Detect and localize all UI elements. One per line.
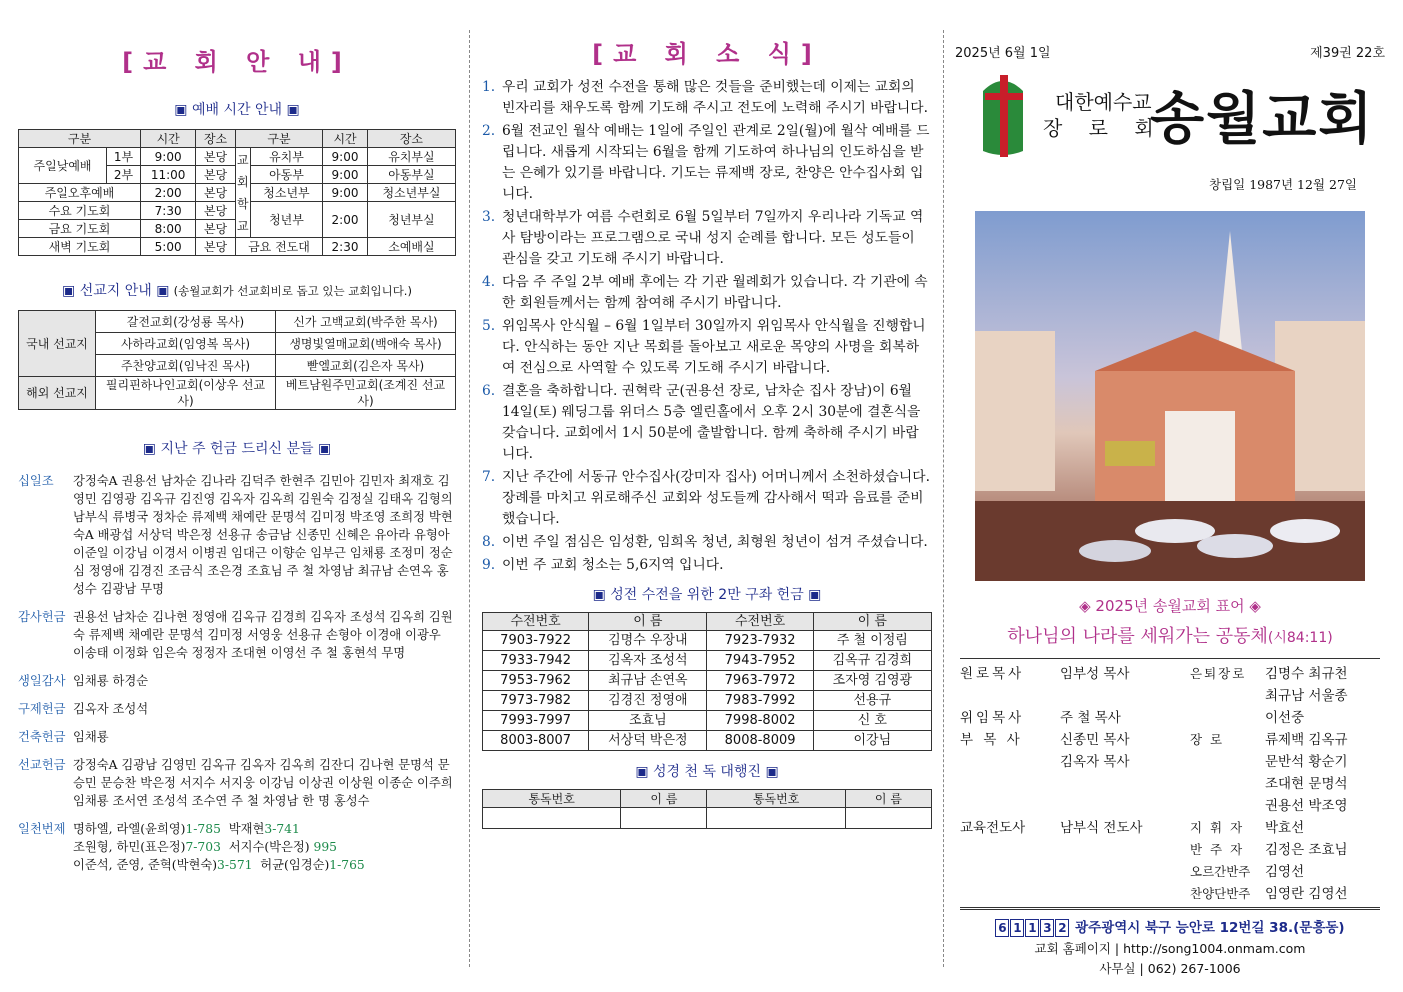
news-text: 6월 전교인 월삭 예배는 1일에 주일인 관계로 2일(월)에 월삭 예배를 드립니다. 새롭게 시작되는 6월을 함께 기도하여 하나님의 인도하심을 받는 은혜가 있기를 바랍니다. 기도는 류제백 장로, 찬양은 안수집사회 입니다. (502, 123, 930, 202)
daily-offering-line (73, 838, 456, 856)
church-name: 송월교회 (1150, 87, 1375, 152)
table-cell: 조효님 (589, 711, 707, 731)
staff-role: 위임목사 (960, 710, 1025, 726)
news-number: 4. (482, 274, 496, 290)
news-list (482, 77, 932, 576)
motto-text: 하나님의 나라를 세워가는 공동체 (1007, 626, 1268, 647)
table-cell: 빧엘교회(김은자 목사) (276, 355, 456, 377)
denomination-line: 대한예수교 (1055, 90, 1152, 114)
table-cell (483, 808, 621, 829)
offering-names: 김옥자 조성석 (73, 702, 149, 716)
mission-title-row (18, 280, 456, 300)
postal-digit: 3 (1040, 919, 1054, 937)
news-text: 우리 교회가 성전 수전을 통해 많은 것들을 준비했는데 이제는 교회의 빈자리를 채우도록 함께 기도해 주시고 전도에 노력해 주시기 바랍니다. (502, 79, 928, 116)
news-number: 9. (482, 557, 496, 573)
table-cell: 갈전교회(강성룡 목사) (96, 311, 276, 333)
table-cell: 최규남 손연옥 (589, 671, 707, 691)
news-number: 5. (482, 318, 496, 334)
header-cell: 수전번호 (483, 613, 589, 631)
mission-title: ▣ 선교지 안내 ▣ (62, 283, 170, 299)
header-cell: 통독번호 (707, 790, 845, 808)
table-cell: 청년부 (250, 202, 322, 238)
staff-row (960, 861, 1380, 883)
homepage: 교회 홈페이지 | http://song1004.onmam.com (1034, 941, 1306, 956)
staff-name: 남부식 전도사 (1060, 820, 1143, 836)
table-cell: 사하라교회(임영복 목사) (96, 333, 276, 355)
table-cell: 선용규 (813, 691, 931, 711)
table-cell: 금요 전도대 (235, 238, 322, 256)
daily-offering-segment: 3-571 (217, 858, 253, 872)
offering-names: 권용선 남차순 김나현 정영애 김옥규 김경희 김옥자 조성석 김옥희 김원숙 류제백 채예란 문명석 김미정 서영웅 선용규 손형아 이경애 이광우 이송태 이정화 임은숙 정정자 조대현 이영선 주 철 홍현석 무명 (73, 610, 453, 660)
table-cell: 7983-7992 (707, 691, 813, 711)
header-cell: 이 름 (621, 790, 707, 808)
daily-offering-row (18, 820, 456, 874)
table-cell: 본당 (196, 220, 235, 238)
table-cell: 본당 (196, 184, 235, 202)
issue-row (955, 42, 1385, 61)
daily-offering-label: 일천번제 (18, 822, 66, 836)
fund-table (482, 612, 932, 751)
staff-name: 권용선 박조영 (1265, 798, 1348, 814)
offering-row (18, 756, 456, 810)
news-text: 지난 주간에 서동규 안수집사(강미자 집사) 어머니께서 소천하셨습니다. 장례를 마치고 위로해주신 교회와 성도들께 감사해서 떡과 음료를 준비했습니다. (502, 469, 930, 527)
daily-offering-segment: 이준석, 준영, 준혁(박현숙) (73, 858, 218, 872)
table-cell: 본당 (196, 148, 235, 166)
news-text: 청년대학부가 여름 수련회로 6월 5일부터 7일까지 우리나라 기독교 역사 탐방이라는 프로그램으로 국내 성지 순례를 합니다. 모든 성도들이 관심을 갖고 기도해 주시기 바랍니다. (502, 209, 924, 267)
motto-title: ◈ 2025년 송월교회 표어 ◈ (1079, 597, 1261, 615)
table-cell: 신가 고백교회(박주한 목사) (276, 311, 456, 333)
news-text: 이번 주 교회 청소는 5,6지역 입니다. (502, 557, 724, 573)
table-cell: 새벽 기도회 (19, 238, 141, 256)
motto-reference: (시84:11) (1267, 630, 1333, 646)
offering-label: 생일감사 (18, 674, 66, 688)
table-row (483, 631, 932, 651)
offering-row (18, 700, 456, 718)
table-cell: 청소년부 (250, 184, 322, 202)
table-cell: 9:00 (323, 184, 368, 202)
denomination-line: 장 로 회 (1043, 116, 1164, 140)
table-cell: 청년부실 (367, 202, 455, 238)
staff-role: 은퇴장로 (1190, 666, 1247, 681)
table-cell (845, 808, 931, 829)
table-cell: 2:00 (140, 184, 195, 202)
table-cell: 해외 선교지 (19, 377, 96, 410)
table-cell: 김명수 우장내 (589, 631, 707, 651)
church-news-column (482, 0, 932, 992)
table-cell: 아동부 (250, 166, 322, 184)
table-cell: 7993-7997 (483, 711, 589, 731)
postal-digit: 2 (1055, 919, 1069, 937)
header-cell: 이 름 (845, 790, 931, 808)
table-header-row (483, 790, 932, 808)
news-item (482, 381, 932, 465)
table-cell: 베트남원주민교회(조계진 선교사) (276, 377, 456, 410)
fund-title: ▣ 성전 수전을 위한 2만 구좌 헌금 ▣ (592, 587, 822, 603)
staff-row (960, 839, 1380, 861)
staff-name: 신종민 목사 (1060, 732, 1130, 748)
table-header-row (483, 613, 932, 631)
news-number: 6. (482, 383, 496, 399)
table-cell: 11:00 (140, 166, 195, 184)
staff-name: 류제백 김옥규 (1265, 732, 1348, 748)
table-cell: 8003-8007 (483, 731, 589, 751)
table-cell: 유치부 (250, 148, 322, 166)
staff-row (960, 685, 1380, 707)
news-text: 다음 주 주일 2부 예배 후에는 각 기관 월례회가 있습니다. 각 기관에 속한 회원들께서는 함께 참여해 주시기 바랍니다. (502, 274, 928, 311)
table-cell: 금요 기도회 (19, 220, 141, 238)
table-cell: 수요 기도회 (19, 202, 141, 220)
offering-row (18, 608, 456, 662)
staff-name: 박효선 (1265, 820, 1305, 836)
table-cell: 7933-7942 (483, 651, 589, 671)
table-cell: 7963-7972 (707, 671, 813, 691)
news-item (482, 207, 932, 270)
table-cell: 서상덕 박은정 (589, 731, 707, 751)
staff-name: 임영란 김영선 (1265, 886, 1348, 902)
mission-table (18, 310, 456, 410)
table-cell (621, 808, 707, 829)
table-cell: 김경진 정영애 (589, 691, 707, 711)
staff-name: 김영선 (1265, 864, 1305, 880)
header-cell: 시간 (140, 130, 195, 148)
table-cell: 이강님 (813, 731, 931, 751)
offering-row (18, 728, 456, 746)
daily-offering-segment: 서지수(박은정) (220, 840, 314, 854)
daily-offering-segment: 1-765 (329, 858, 365, 872)
church-header (955, 71, 1385, 161)
staff-name: 임부성 목사 (1060, 666, 1130, 682)
staff-role: 원로목사 (960, 666, 1025, 682)
staff-name: 김정은 조효님 (1265, 842, 1348, 858)
bulletin-date: 2025년 6월 1일 (955, 46, 1051, 61)
table-cell: 7:30 (140, 202, 195, 220)
header-cell: 구분 (19, 130, 141, 148)
offering-title: ▣ 지난 주 헌금 드리신 분들 ▣ (142, 441, 332, 457)
offering-row (18, 472, 456, 598)
office-phone: 사무실 | 062) 267-1006 (1099, 961, 1241, 976)
table-cell: 7903-7922 (483, 631, 589, 651)
denomination (1043, 89, 1164, 141)
table-row (483, 671, 932, 691)
staff-row (960, 729, 1380, 751)
table-row (19, 377, 456, 410)
staff-role: 부 목 사 (960, 732, 1023, 748)
table-cell: 8008-8009 (707, 731, 813, 751)
postal-digit: 1 (1010, 919, 1024, 937)
worship-times-table (18, 129, 456, 256)
table-cell: 7998-8002 (707, 711, 813, 731)
table-cell: 국내 선교지 (19, 311, 96, 377)
staff-row (960, 883, 1380, 905)
bible-reading-table (482, 789, 932, 829)
daily-offering-segment: 3-741 (264, 822, 300, 836)
news-item (482, 272, 932, 314)
staff-role: 오르간반주 (1190, 864, 1251, 879)
church-info-title: [교 회 안 내] (122, 48, 352, 76)
church-news-title: [교 회 소 식] (592, 40, 822, 68)
news-text: 이번 주일 점심은 임성환, 임희옥 청년, 최형원 청년이 섬겨 주셨습니다. (502, 534, 928, 550)
daily-offering-segment: 조원형, 하민(표은정) (73, 840, 186, 854)
column-divider (469, 30, 470, 967)
daily-offering-segment: 허균(임경순) (252, 858, 330, 872)
daily-offering-segment: 박재현 (220, 822, 265, 836)
news-item (482, 121, 932, 205)
offering-label: 구제헌금 (18, 702, 66, 716)
table-row (483, 711, 932, 731)
header-cell: 장소 (196, 130, 235, 148)
table-row (19, 238, 456, 256)
staff-name: 주 철 목사 (1060, 710, 1121, 726)
news-item (482, 467, 932, 530)
school-label-cell: 교 회 학 교 (235, 148, 250, 238)
table-cell: 본당 (196, 238, 235, 256)
news-number: 8. (482, 534, 496, 550)
table-row (483, 808, 932, 829)
staff-role: 지 휘 자 (1190, 820, 1245, 835)
table-cell: 주일오후예배 (19, 184, 141, 202)
staff-role: 반 주 자 (1190, 842, 1245, 857)
news-text: 위임목사 안식월 – 6월 1일부터 30일까지 위임목사 안식월을 진행합니다. 안식하는 동안 지난 목회를 돌아보고 새로운 목양의 사명을 회복하여 전심으로 사역할 수 있도록 기도해 주시기 바랍니다. (502, 318, 926, 376)
header-cell: 수전번호 (707, 613, 813, 631)
postal-digit: 1 (1025, 919, 1039, 937)
table-cell: 청소년부실 (367, 184, 455, 202)
staff-row (960, 795, 1380, 817)
table-cell: 본당 (196, 166, 235, 184)
table-cell: 9:00 (140, 148, 195, 166)
staff-role: 장 로 (1190, 732, 1225, 747)
table-cell: 주찬양교회(임낙진 목사) (96, 355, 276, 377)
table-cell: 소예배실 (367, 238, 455, 256)
table-cell: 7923-7932 (707, 631, 813, 651)
header-cell: 시간 (323, 130, 368, 148)
staff-name: 조대현 문명석 (1265, 776, 1348, 792)
daily-offering-segment: 1-785 (185, 822, 221, 836)
daily-offering-segment: 7-703 (185, 840, 221, 854)
news-item (482, 532, 932, 553)
column-divider (943, 30, 944, 967)
church-logo-icon (973, 71, 1033, 161)
table-cell: 1부 (107, 148, 141, 166)
church-building-photo (975, 211, 1365, 581)
founded-date: 창립일 1987년 12월 27일 (1209, 177, 1357, 192)
table-cell: 김옥규 김경희 (813, 651, 931, 671)
offering-row (18, 672, 456, 690)
daily-offering-names (73, 820, 456, 874)
address: 광주광역시 북구 능안로 12번길 38.(문흥동) (1075, 920, 1345, 936)
offering-label: 선교헌금 (18, 758, 66, 772)
news-number: 3. (482, 209, 496, 225)
staff-name: 김명수 최규천 (1265, 666, 1348, 682)
address-row (960, 916, 1380, 937)
table-row (483, 731, 932, 751)
table-cell: 8:00 (140, 220, 195, 238)
worship-times-title: ▣ 예배 시간 안내 ▣ (174, 102, 300, 118)
table-cell: 5:00 (140, 238, 195, 256)
offering-list (18, 472, 456, 810)
table-cell: 7953-7962 (483, 671, 589, 691)
table-cell: 9:00 (323, 166, 368, 184)
staff-name: 김옥자 목사 (1060, 754, 1130, 770)
news-item (482, 555, 932, 576)
news-number: 7. (482, 469, 496, 485)
table-cell: 조자영 김영광 (813, 671, 931, 691)
staff-role: 찬양단반주 (1190, 886, 1251, 901)
table-cell: 9:00 (323, 148, 368, 166)
staff-row (960, 773, 1380, 795)
staff-row (960, 707, 1380, 729)
table-row (19, 148, 456, 166)
staff-list (960, 658, 1380, 905)
staff-row (960, 663, 1380, 685)
header-cell: 장소 (367, 130, 455, 148)
offering-names: 임채룡 (73, 730, 109, 744)
motto (955, 622, 1385, 648)
staff-name: 최규남 서울종 (1265, 688, 1348, 704)
offering-names: 강정숙A 김광남 김영민 김옥규 김옥자 김옥희 김잔디 김나현 문명석 문승민 문승찬 박은정 서지수 서지웅 이강님 이상권 이상원 이종순 이주희 임채룡 조서연 조성석 조수연 주 철 차영남 한 명 홍성수 (73, 758, 453, 808)
news-text: 결혼을 축하합니다. 권혁락 군(권용선 장로, 남차순 집사 장남)이 6월 14일(토) 웨딩그룹 위더스 5층 엘린홀에서 오후 2시 30분에 결혼식을 갖습니다. 교회에서 1시 50분에 출발합니다. 함께 축하해 주시기 바랍니다. (502, 383, 921, 462)
daily-offering-segment: 995 (313, 840, 337, 854)
postal-code (995, 920, 1070, 936)
issue-number: 제39권 22호 (1310, 46, 1385, 61)
staff-name: 문반석 황순기 (1265, 754, 1348, 770)
table-cell: 2부 (107, 166, 141, 184)
staff-row (960, 751, 1380, 773)
offering-names: 임채룡 하경순 (73, 674, 149, 688)
offering-label: 건축헌금 (18, 730, 66, 744)
daily-offering-line (73, 856, 456, 874)
header-cell: 이 름 (813, 613, 931, 631)
offering-label: 십일조 (18, 474, 54, 488)
header-cell: 통독번호 (483, 790, 621, 808)
daily-offering-segment: 명하엘, 라엘(윤희영) (73, 822, 186, 836)
church-info-column (18, 0, 456, 992)
staff-name: 이선중 (1265, 710, 1305, 726)
table-cell: 2:00 (323, 202, 368, 238)
header-cell: 이 름 (589, 613, 707, 631)
table-cell: 주 철 이정림 (813, 631, 931, 651)
bulletin-cover-column (955, 0, 1385, 992)
contact-footer (960, 907, 1380, 977)
header-cell: 구분 (235, 130, 322, 148)
table-cell: 아동부실 (367, 166, 455, 184)
table-cell: 생명빛열매교회(백애숙 목사) (276, 333, 456, 355)
table-cell: 주일낮예배 (19, 148, 107, 184)
table-cell: 7943-7952 (707, 651, 813, 671)
staff-row (960, 817, 1380, 839)
table-cell: 필리핀하나인교회(이상우 선교사) (96, 377, 276, 410)
news-item (482, 316, 932, 379)
table-cell: 7973-7982 (483, 691, 589, 711)
news-number: 1. (482, 79, 496, 95)
bible-reading-title: ▣ 성경 천 독 대행진 ▣ (635, 764, 779, 780)
table-row (483, 651, 932, 671)
table-cell: 김옥자 조성석 (589, 651, 707, 671)
table-row (483, 691, 932, 711)
postal-digit: 6 (995, 919, 1009, 937)
news-number: 2. (482, 123, 496, 139)
staff-role: 교육전도사 (960, 820, 1026, 836)
offering-names: 강정숙A 권용선 남차순 김나라 김덕주 한현주 김민아 김민자 최재호 김영민 김영광 김옥규 김진영 김옥자 김옥희 김원숙 김정실 김태옥 김형의 남부식 류병국 정차순 류제백 채예란 문명석 김미정 박조영 조희정 박현숙A 배광섭 서상덕 박은정 선용규 송금남 신종민 신혜은 유아라 유형아 이준일 이강님 이경서 이병권 임대근 이향순 임부근 임채룡 조정미 정순심 정영애 김경진 조금식 조은경 조효님 주 철 차영남 최규남 손연옥 홍성수 김광남 무명 (73, 474, 453, 596)
mission-note: (송월교회가 선교회비로 돕고 있는 교회입니다.) (173, 284, 412, 298)
table-cell: 신 호 (813, 711, 931, 731)
table-cell: 유치부실 (367, 148, 455, 166)
table-cell: 2:30 (323, 238, 368, 256)
offering-label: 감사헌금 (18, 610, 66, 624)
table-header-row (19, 130, 456, 148)
table-cell (707, 808, 845, 829)
table-row (19, 311, 456, 333)
news-item (482, 77, 932, 119)
daily-offering-line (73, 820, 456, 838)
table-cell: 본당 (196, 202, 235, 220)
